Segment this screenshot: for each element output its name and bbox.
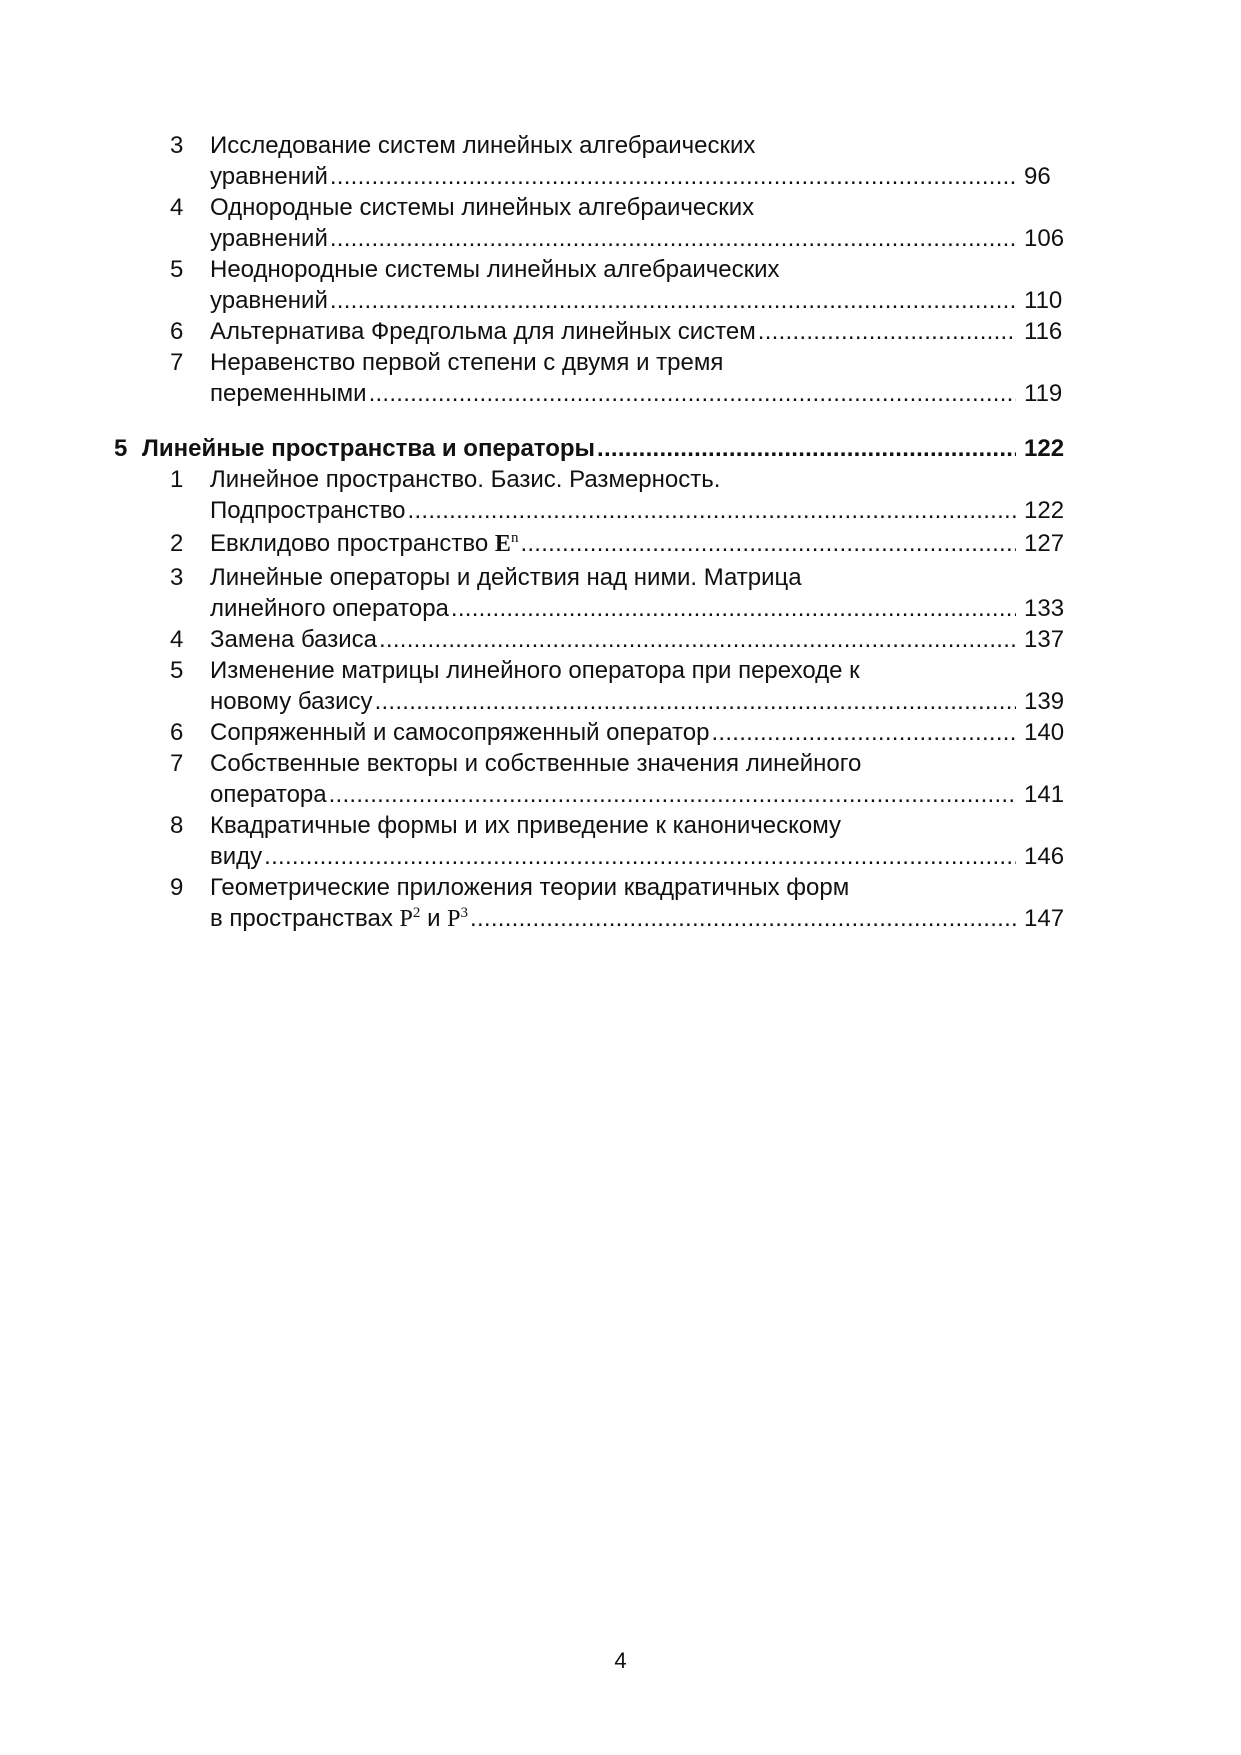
math-superscript: 3 <box>460 905 469 921</box>
leader-dots <box>379 624 1016 655</box>
entry-number: 3 <box>170 564 184 591</box>
leader-dots <box>520 526 1016 562</box>
toc-entry[interactable] <box>114 872 1074 935</box>
math-symbol-p2: P <box>399 906 413 932</box>
leader-dots <box>330 223 1016 254</box>
entry-page: 141 <box>1024 781 1065 808</box>
leader-dots <box>369 378 1016 409</box>
entry-title: Собственные векторы и собственные значения линейного <box>210 750 862 777</box>
entry-page: 110 <box>1024 287 1063 314</box>
leader-dots <box>330 285 1016 316</box>
entry-page: 122 <box>1024 497 1065 524</box>
toc-entry[interactable] <box>114 526 1074 562</box>
leader-dots <box>330 161 1016 192</box>
entry-title: Евклидово пространство <box>210 530 489 557</box>
entry-number: 5 <box>170 256 184 283</box>
entry-page: 106 <box>1024 225 1065 252</box>
entry-number: 7 <box>170 750 184 777</box>
entry-title: Геометрические приложения теории квадратичных форм <box>210 874 850 901</box>
toc-entry[interactable] <box>114 464 1074 526</box>
page-number: 4 <box>614 1648 627 1673</box>
entry-page: 133 <box>1024 595 1065 622</box>
entry-page: 146 <box>1024 843 1065 870</box>
toc-entry[interactable] <box>114 717 1074 748</box>
toc-entry[interactable] <box>114 347 1074 409</box>
leader-dots <box>451 593 1016 624</box>
entry-title: Альтернатива Фредгольма для линейных систем <box>210 318 756 345</box>
leader-dots <box>597 433 1016 464</box>
leader-dots <box>375 686 1016 717</box>
entry-title: Исследование систем линейных алгебраических <box>210 132 756 159</box>
entry-conjunction: и <box>427 905 441 932</box>
chapter-page: 122 <box>1024 435 1065 462</box>
toc-entry[interactable] <box>114 748 1074 810</box>
entry-title-cont: линейного оператора <box>210 595 449 622</box>
math-superscript: n <box>510 530 519 546</box>
math-symbol-p3: P <box>447 906 461 932</box>
toc-entry[interactable] <box>114 254 1074 316</box>
entry-number: 9 <box>170 874 184 901</box>
chapter-number: 5 <box>114 435 128 462</box>
entry-title: Замена базиса <box>210 626 377 653</box>
entry-title: Сопряженный и самосопряженный оператор <box>210 719 710 746</box>
entry-title: Однородные системы линейных алгебраических <box>210 194 755 221</box>
toc-entry[interactable] <box>114 655 1074 717</box>
entry-title-cont: уравнений <box>210 163 328 190</box>
entry-page: 147 <box>1024 905 1065 932</box>
toc-entry[interactable] <box>114 192 1074 254</box>
leader-dots <box>711 717 1016 748</box>
entry-number: 1 <box>170 466 184 493</box>
entry-number: 2 <box>170 530 184 557</box>
entry-number: 4 <box>170 626 184 653</box>
entry-page: 140 <box>1024 719 1065 746</box>
toc-entry[interactable] <box>114 624 1074 655</box>
entry-title-cont: уравнений <box>210 225 328 252</box>
toc-entry[interactable] <box>114 562 1074 624</box>
entry-page: 119 <box>1024 380 1063 407</box>
entry-number: 7 <box>170 349 184 376</box>
entry-title-cont: уравнений <box>210 287 328 314</box>
entry-page: 96 <box>1024 163 1051 190</box>
entry-page: 137 <box>1024 626 1065 653</box>
leader-dots <box>264 841 1016 872</box>
toc-chapter-heading[interactable] <box>114 433 1074 464</box>
entry-title: Линейное пространство. Базис. Размерность. <box>210 466 721 493</box>
entry-title: Неоднородные системы линейных алгебраических <box>210 256 780 283</box>
entry-page: 127 <box>1024 530 1065 557</box>
entry-number: 6 <box>170 318 184 345</box>
entry-title: Неравенство первой степени с двумя и тремя <box>210 349 724 376</box>
leader-dots <box>470 903 1016 934</box>
entry-page: 139 <box>1024 688 1065 715</box>
toc-entry[interactable] <box>114 810 1074 872</box>
entry-title-cont: оператора <box>210 781 327 808</box>
chapter-title: Линейные пространства и операторы <box>142 435 596 462</box>
entry-title-cont: виду <box>210 843 263 870</box>
entry-number: 4 <box>170 194 184 221</box>
math-superscript: 2 <box>412 905 421 921</box>
math-symbol: E <box>494 531 511 557</box>
leader-dots <box>329 779 1016 810</box>
entry-number: 8 <box>170 812 184 839</box>
leader-dots <box>408 495 1016 526</box>
entry-title-cont: новому базису <box>210 688 373 715</box>
entry-title: Изменение матрицы линейного оператора при переходе к <box>210 657 860 684</box>
toc-entry[interactable] <box>114 316 1074 347</box>
entry-number: 5 <box>170 657 184 684</box>
leader-dots <box>758 316 1016 347</box>
entry-title-cont: переменными <box>210 380 367 407</box>
entry-title-cont: Подпространство <box>210 497 406 524</box>
entry-page: 116 <box>1024 318 1063 345</box>
entry-number: 3 <box>170 132 184 159</box>
entry-number: 6 <box>170 719 184 746</box>
entry-title: Квадратичные формы и их приведение к каноническому <box>210 812 842 839</box>
entry-title: Линейные операторы и действия над ними. Матрица <box>210 564 802 591</box>
table-of-contents <box>114 130 1074 935</box>
entry-title-cont: в пространствах <box>210 905 393 932</box>
toc-entry[interactable] <box>114 130 1074 192</box>
